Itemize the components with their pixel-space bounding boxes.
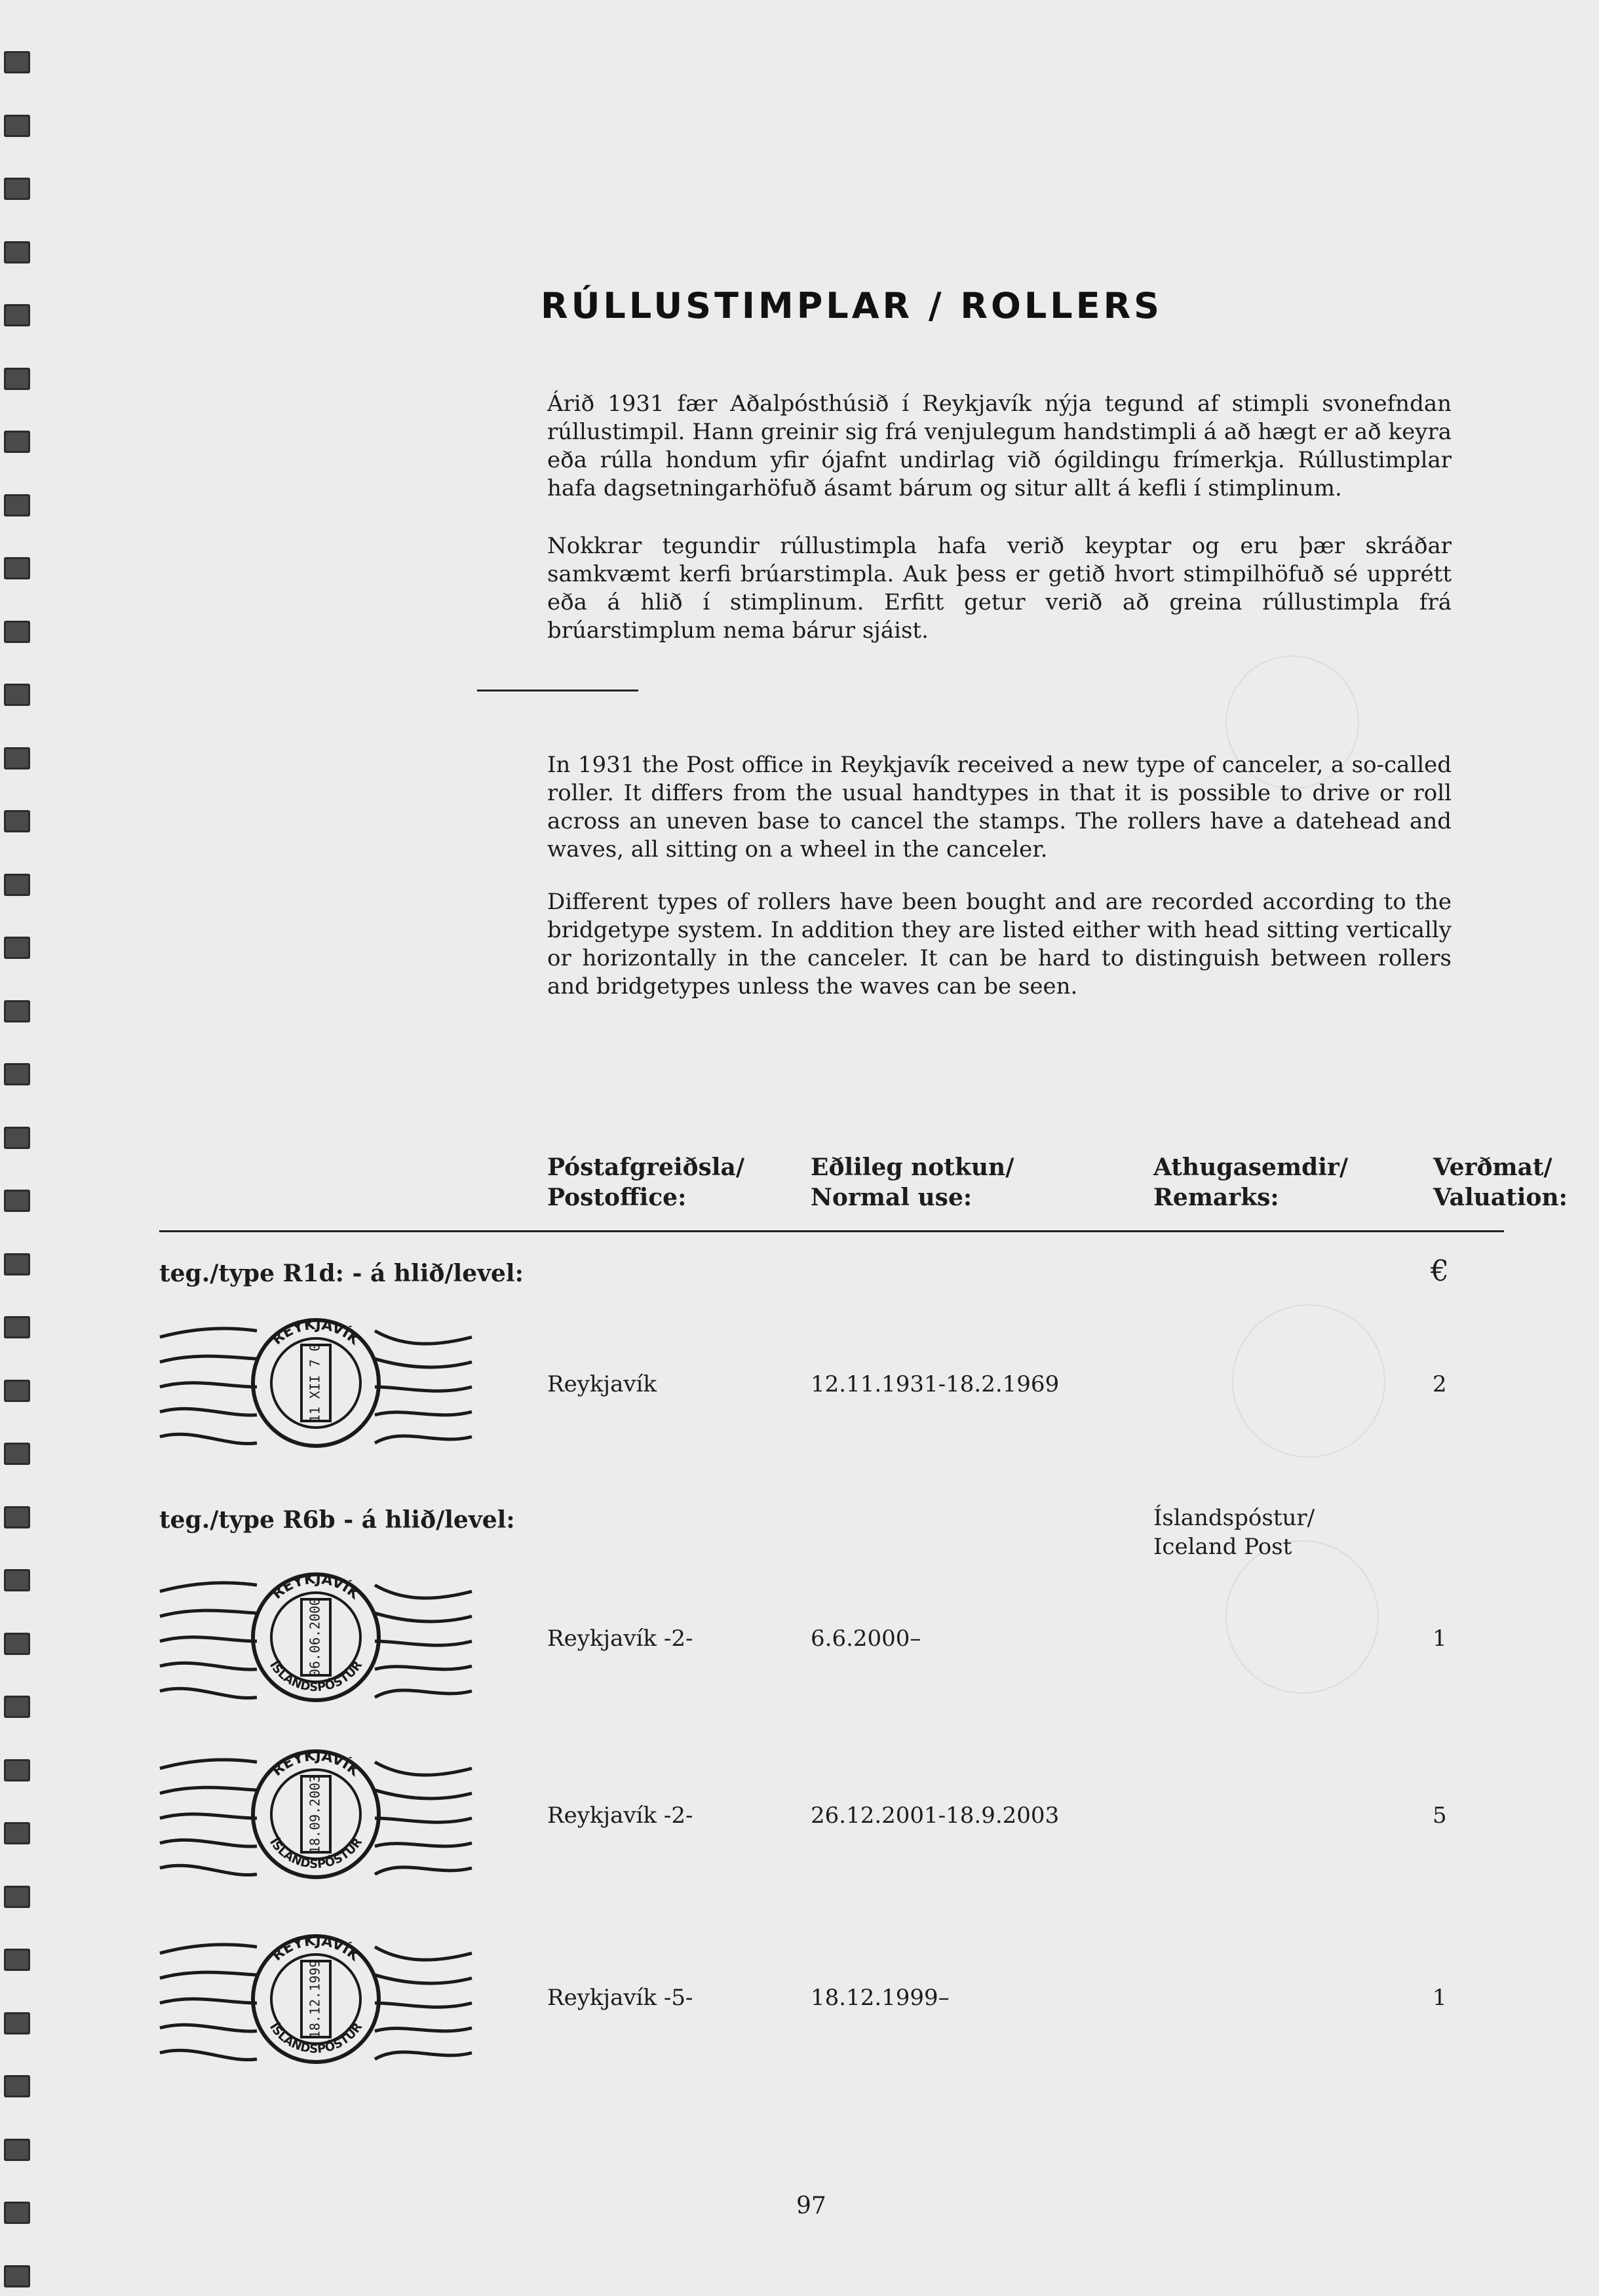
row-normal-use: 18.12.1999– <box>811 1985 950 2011</box>
row-valuation: 1 <box>1433 1985 1447 2011</box>
page-number: 97 <box>796 2192 826 2219</box>
binding-hole <box>4 1443 30 1465</box>
wave-line <box>375 1613 472 1622</box>
roller-cancel-image-r6b-2 <box>155 1741 477 1885</box>
wave-line <box>375 1387 472 1391</box>
binding-hole <box>4 304 30 326</box>
wave-line <box>375 1641 472 1645</box>
wave-line <box>160 1840 257 1846</box>
binding-hole <box>4 810 30 832</box>
binding-hole <box>4 2265 30 2287</box>
wave-line <box>160 1814 257 1818</box>
row-office: Reykjavík <box>547 1371 657 1397</box>
wave-line <box>160 1356 257 1362</box>
wave-line <box>160 1409 257 1415</box>
binding-hole <box>4 747 30 769</box>
cancel-date-text: 11 XII 7 0 <box>307 1343 323 1423</box>
wave-line <box>160 2050 257 2059</box>
binding-hole <box>4 937 30 959</box>
header-normal-use <box>811 1152 1014 1213</box>
wave-line <box>160 1637 257 1641</box>
binding-hole <box>4 115 30 137</box>
binding-hole <box>4 431 30 453</box>
cancel-date-text: 18.09.2003 <box>307 1774 323 1854</box>
row-office: Reykjavík -2- <box>547 1802 693 1829</box>
wave-line <box>160 1688 257 1698</box>
wave-line <box>160 1972 257 1978</box>
cancel-town-text: REYKJAVÍK <box>269 1570 363 1603</box>
wave-line <box>375 1867 472 1875</box>
binding-hole <box>4 2075 30 2097</box>
binding-hole <box>4 2139 30 2161</box>
cancel-service-text: ÍSLANDSPÓSTUR <box>266 1658 366 1695</box>
cancel-service-text: ÍSLANDSPÓSTUR <box>266 1835 366 1872</box>
wave-line <box>160 1945 257 1953</box>
header-postoffice <box>547 1152 744 1213</box>
cancel-date-text: 18.12.1999 <box>307 1959 323 2039</box>
wave-line <box>375 2028 472 2031</box>
binding-hole <box>4 241 30 263</box>
binding-hole <box>4 1380 30 1402</box>
binding-hole <box>4 2012 30 2034</box>
binding-hole <box>4 1316 30 1338</box>
binding-hole <box>4 368 30 390</box>
wave-line <box>160 1610 257 1616</box>
currency-symbol: € <box>1431 1255 1449 1288</box>
binding-hole <box>4 621 30 643</box>
binding-hole <box>4 51 30 73</box>
row-normal-use: 26.12.2001-18.9.2003 <box>811 1802 1060 1829</box>
section-divider <box>477 690 638 691</box>
paragraph-english-1: In 1931 the Post office in Reykjavík received a new type of canceler, a so-called roller. It differs from the usual handtypes in that it is possible to drive or roll across an uneven base to cancel the stamps. The rollers have a datehead and waves, all sitting on a wheel in the canceler. <box>547 752 1452 863</box>
cancel-town-text: REYKJAVÍK <box>269 1316 363 1349</box>
wave-line <box>375 2003 472 2007</box>
spiral-binding <box>0 0 39 2296</box>
wave-line <box>160 1383 257 1387</box>
group-label-r1d: teg./type R1d: - á hlið/level: <box>159 1260 524 1287</box>
binding-hole <box>4 1063 30 1085</box>
wave-line <box>375 1331 472 1344</box>
binding-hole <box>4 1886 30 1908</box>
wave-line <box>375 2052 472 2059</box>
wave-line <box>375 1762 472 1775</box>
wave-line <box>375 1436 472 1443</box>
binding-hole <box>4 1253 30 1275</box>
header-valuation-is: Verðmat/ <box>1433 1154 1552 1181</box>
binding-hole <box>4 1127 30 1149</box>
paragraph-icelandic-2: Nokkrar tegundir rúllustimpla hafa verið keyptar og eru þær skráðar samkvæmt kerfi brúarstimpla. Auk þess er getið hvort stimpilhöfuð sé upprétt eða á hlið í stimplinum. Erfitt getur verið að greina rúllustimpla frá brúarstimplum nema bárur sjáist. <box>547 533 1452 644</box>
wave-line <box>160 1760 257 1768</box>
wave-line <box>160 2025 257 2031</box>
binding-hole <box>4 1696 30 1718</box>
header-postoffice-en: Postoffice: <box>547 1184 687 1211</box>
row-office: Reykjavík -2- <box>547 1625 693 1652</box>
paragraph-icelandic-1: Árið 1931 fær Aðalpósthúsið í Reykjavík nýja tegund af stimpli svonefndan rúllustimpil. Hann greinir sig frá venjulegum handstimpli á að hægt er að keyra eða rúlla hondum yfir ójafnt undirlag við ógildingu frímerkja. Rúllustimplar hafa dagsetningarhöfuð ásamt bárum og situr allt á kefli í stimplinum. <box>547 391 1452 501</box>
roller-cancel-image-r6b-3 <box>155 1926 477 2070</box>
group-remark-line-1: Íslandspóstur/ <box>1153 1505 1315 1531</box>
wave-line <box>160 1583 257 1591</box>
row-office: Reykjavík -5- <box>547 1985 693 2011</box>
header-remarks <box>1153 1152 1348 1213</box>
wave-line <box>160 1999 257 2003</box>
binding-hole <box>4 1822 30 1844</box>
binding-hole <box>4 2202 30 2224</box>
cancel-service-text: ÍSLANDSPÓSTUR <box>266 2020 366 2057</box>
paragraph-english-2: Different types of rollers have been bought and are recorded according to the bridgetype system. In addition they are listed either with head sitting vertically or horizontally in the canceler. It can be hard to distinguish between rollers and bridgetypes unless the waves can be seen. <box>547 889 1452 1000</box>
wave-line <box>375 1843 472 1846</box>
wave-line <box>160 1329 257 1337</box>
wave-line <box>160 1865 257 1875</box>
roller-cancel-image-r6b-1 <box>155 1564 477 1708</box>
table-header-rule <box>159 1230 1504 1232</box>
binding-hole <box>4 1190 30 1212</box>
wave-line <box>375 1790 472 1799</box>
binding-hole <box>4 1569 30 1591</box>
row-normal-use: 6.6.2000– <box>811 1625 921 1652</box>
binding-hole <box>4 1506 30 1528</box>
binding-hole <box>4 1000 30 1022</box>
row-valuation: 5 <box>1433 1802 1447 1829</box>
binding-hole <box>4 178 30 200</box>
row-normal-use: 12.11.1931-18.2.1969 <box>811 1371 1060 1397</box>
binding-hole <box>4 1759 30 1781</box>
header-remarks-en: Remarks: <box>1153 1184 1279 1211</box>
wave-line <box>160 1663 257 1669</box>
header-use-is: Eðlileg notkun/ <box>811 1154 1014 1181</box>
group-label-r6b: teg./type R6b - á hlið/level: <box>159 1506 515 1534</box>
show-through-mark <box>1232 1304 1385 1458</box>
row-valuation: 1 <box>1433 1625 1447 1652</box>
wave-line <box>160 1434 257 1443</box>
page-title: RÚLLUSTIMPLAR / ROLLERS <box>541 285 1163 326</box>
header-valuation-en: Valuation: <box>1433 1184 1568 1211</box>
wave-line <box>375 1947 472 1960</box>
header-valuation <box>1433 1152 1568 1213</box>
binding-hole <box>4 1949 30 1971</box>
wave-line <box>375 1666 472 1669</box>
binding-hole <box>4 557 30 579</box>
cancel-town-text: REYKJAVÍK <box>269 1747 363 1780</box>
header-postoffice-is: Póstafgreiðsla/ <box>547 1154 744 1181</box>
wave-line <box>375 1412 472 1415</box>
cancel-town-text: REYKJAVÍK <box>269 1932 363 1965</box>
show-through-mark <box>1225 1540 1379 1694</box>
wave-line <box>375 1690 472 1698</box>
header-use-en: Normal use: <box>811 1184 973 1211</box>
cancel-date-text: 06.06.2000 <box>307 1597 323 1677</box>
header-remarks-is: Athugasemdir/ <box>1153 1154 1348 1181</box>
roller-cancel-image-r1d <box>155 1310 477 1454</box>
binding-hole <box>4 874 30 896</box>
wave-line <box>375 1585 472 1598</box>
group-remark-line-2: Iceland Post <box>1153 1534 1292 1560</box>
binding-hole <box>4 494 30 516</box>
row-valuation: 2 <box>1433 1371 1447 1397</box>
wave-line <box>375 1818 472 1822</box>
binding-hole <box>4 684 30 706</box>
wave-line <box>375 1359 472 1367</box>
binding-hole <box>4 1633 30 1655</box>
wave-line <box>375 1975 472 1983</box>
wave-line <box>160 1787 257 1793</box>
